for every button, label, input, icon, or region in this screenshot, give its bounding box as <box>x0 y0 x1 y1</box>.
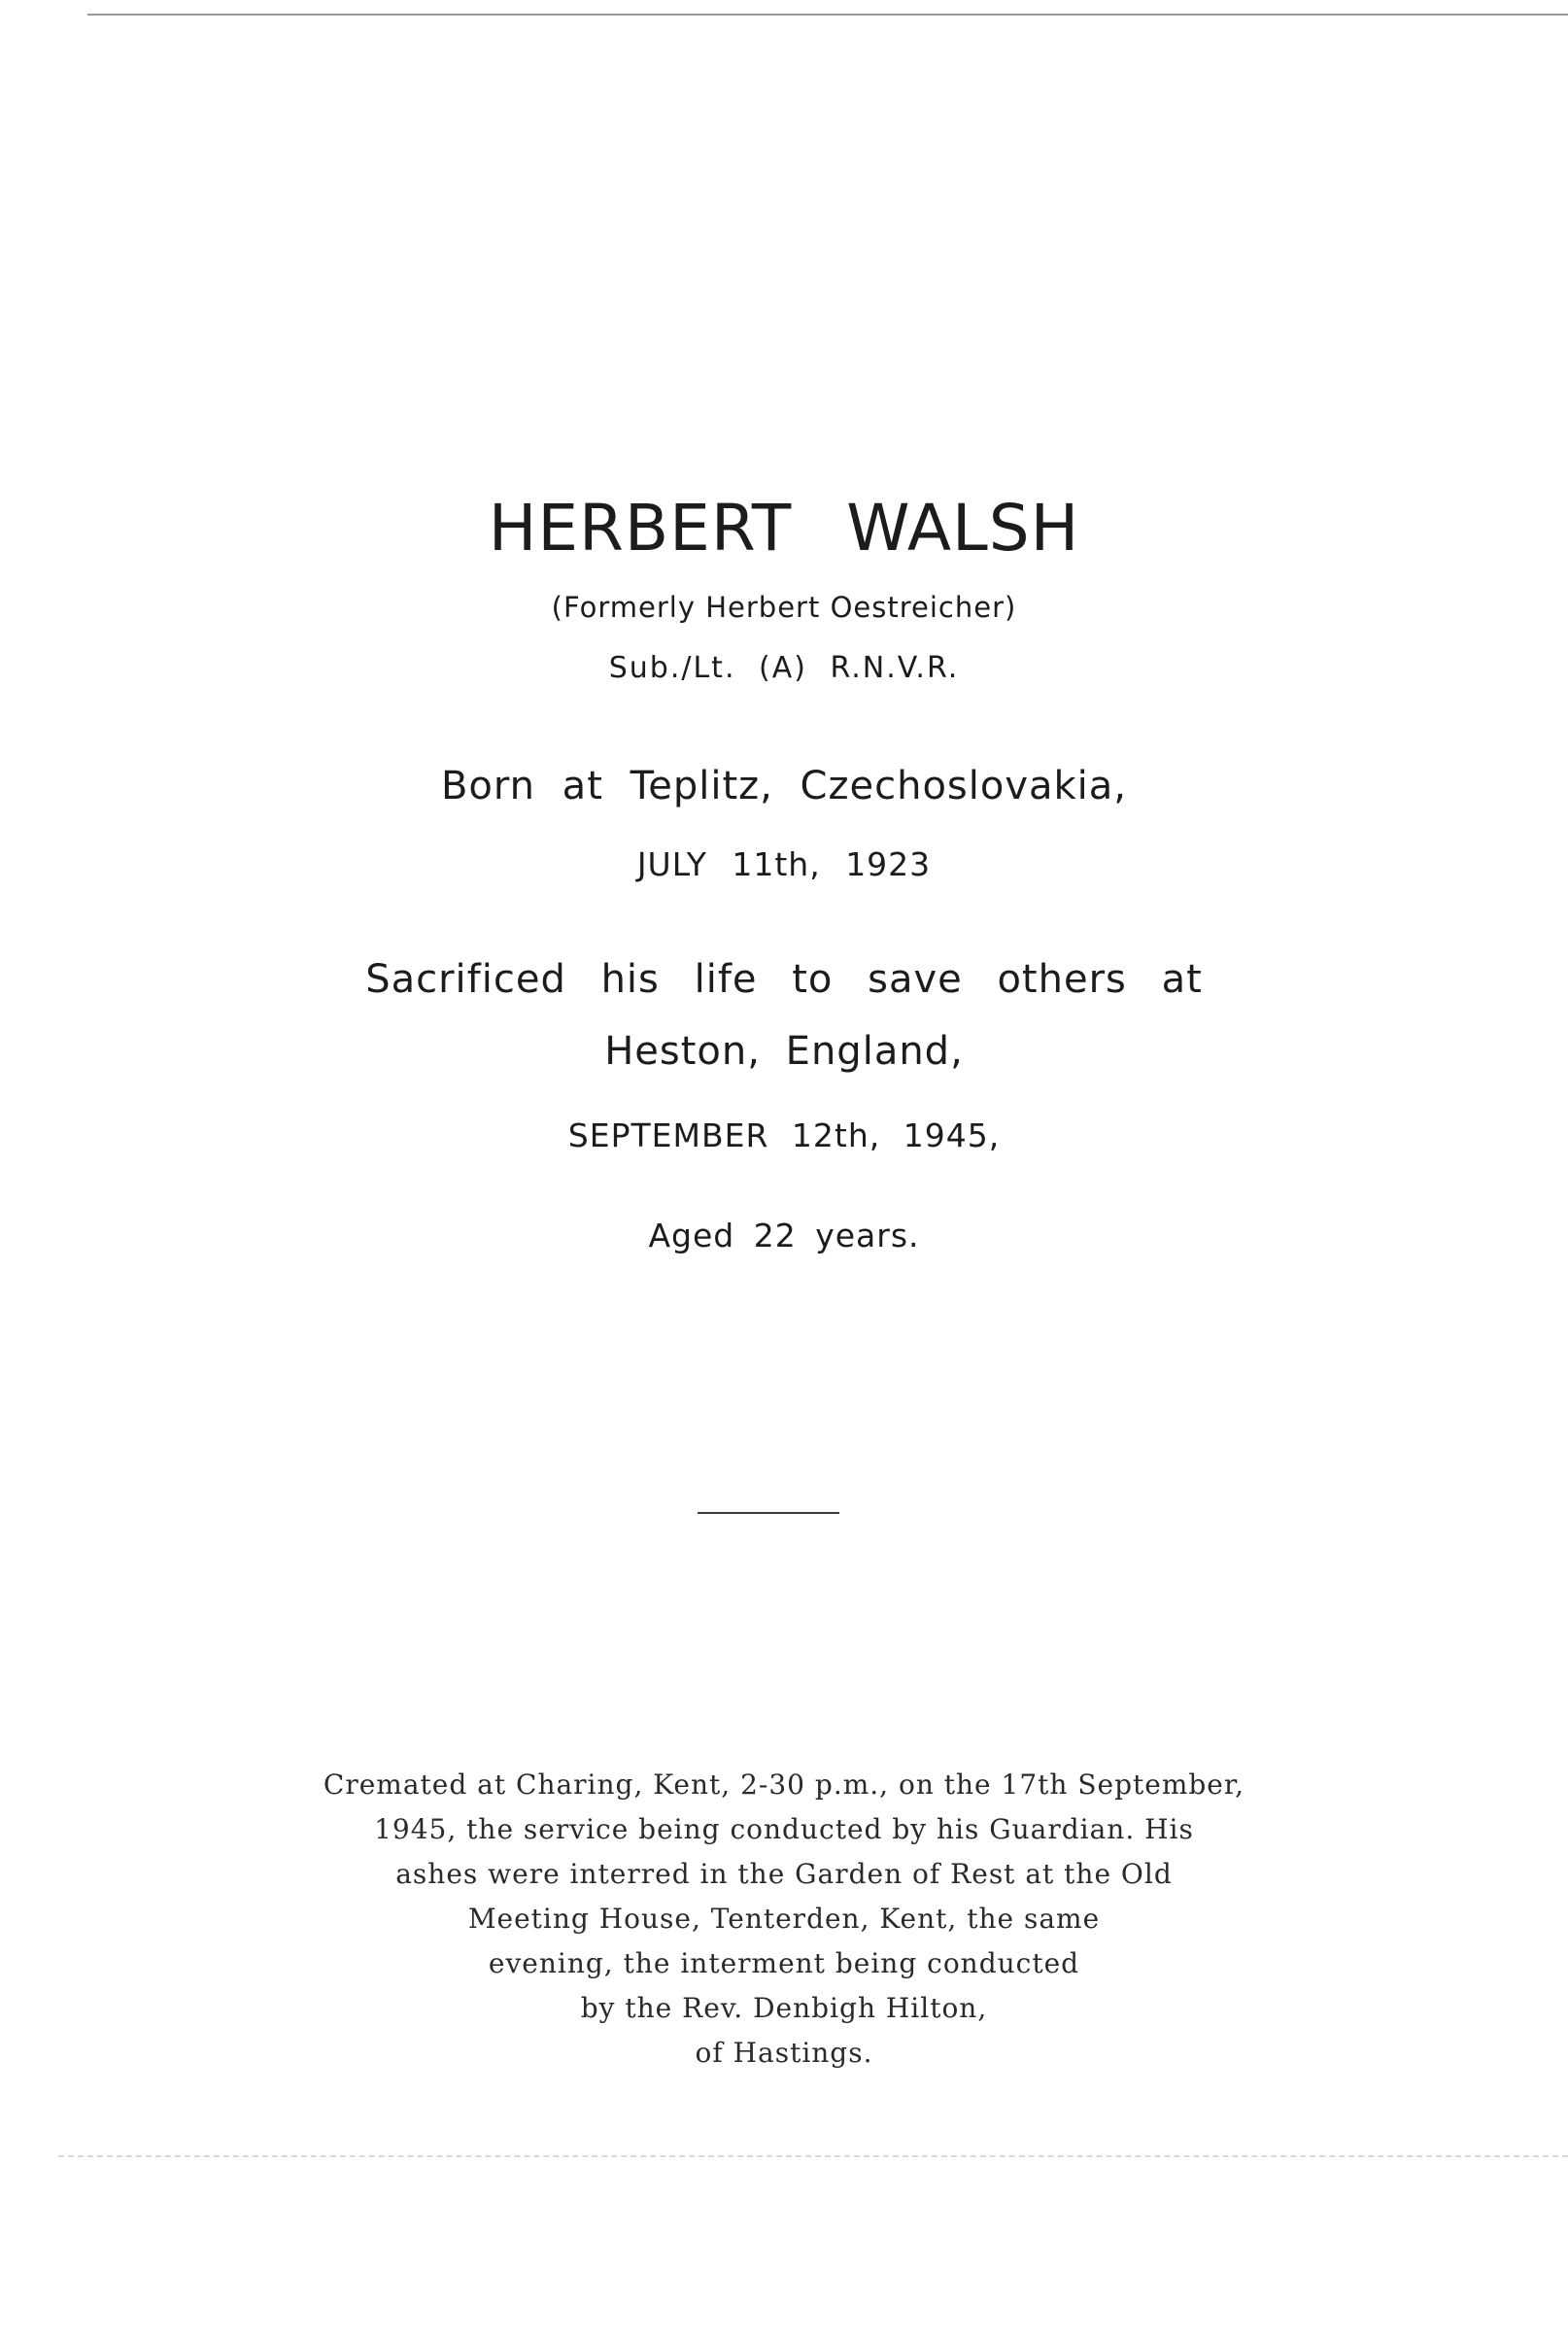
sacrifice-line: Sacrificed his life to save others at <box>365 957 1203 1002</box>
military-rank: Sub./Lt. (A) R.N.V.R. <box>608 651 960 685</box>
cremation-text-line: evening, the interment being conducted <box>488 1947 1080 1979</box>
section-divider <box>698 1512 839 1514</box>
top-edge-rule <box>87 14 1568 16</box>
cremation-text-line: ashes were interred in the Garden of Rest at the Old <box>395 1858 1173 1890</box>
bottom-edge-rule <box>58 2155 1568 2157</box>
former-name: (Formerly Herbert Oestreicher) <box>551 591 1017 624</box>
cremation-text-line: Cremated at Charing, Kent, 2-30 p.m., on the 17th September, <box>323 1768 1245 1801</box>
birth-date: JULY 11th, 1923 <box>636 845 932 883</box>
birthplace-line: Born at Teplitz, Czechoslovakia, <box>440 764 1128 808</box>
age-line: Aged 22 years. <box>648 1217 920 1254</box>
deceased-name: HERBERT WALSH <box>488 491 1080 566</box>
cremation-text-line: Meeting House, Tenterden, Kent, the same <box>467 1903 1101 1935</box>
cremation-text-line: of Hastings. <box>695 2037 873 2069</box>
cremation-text-line: by the Rev. Denbigh Hilton, <box>580 1992 988 2024</box>
death-date: SEPTEMBER 12th, 1945, <box>567 1116 1001 1154</box>
cremation-text-line: 1945, the service being conducted by his Guardian. His <box>374 1813 1194 1845</box>
death-place: Heston, England, <box>604 1029 964 1074</box>
